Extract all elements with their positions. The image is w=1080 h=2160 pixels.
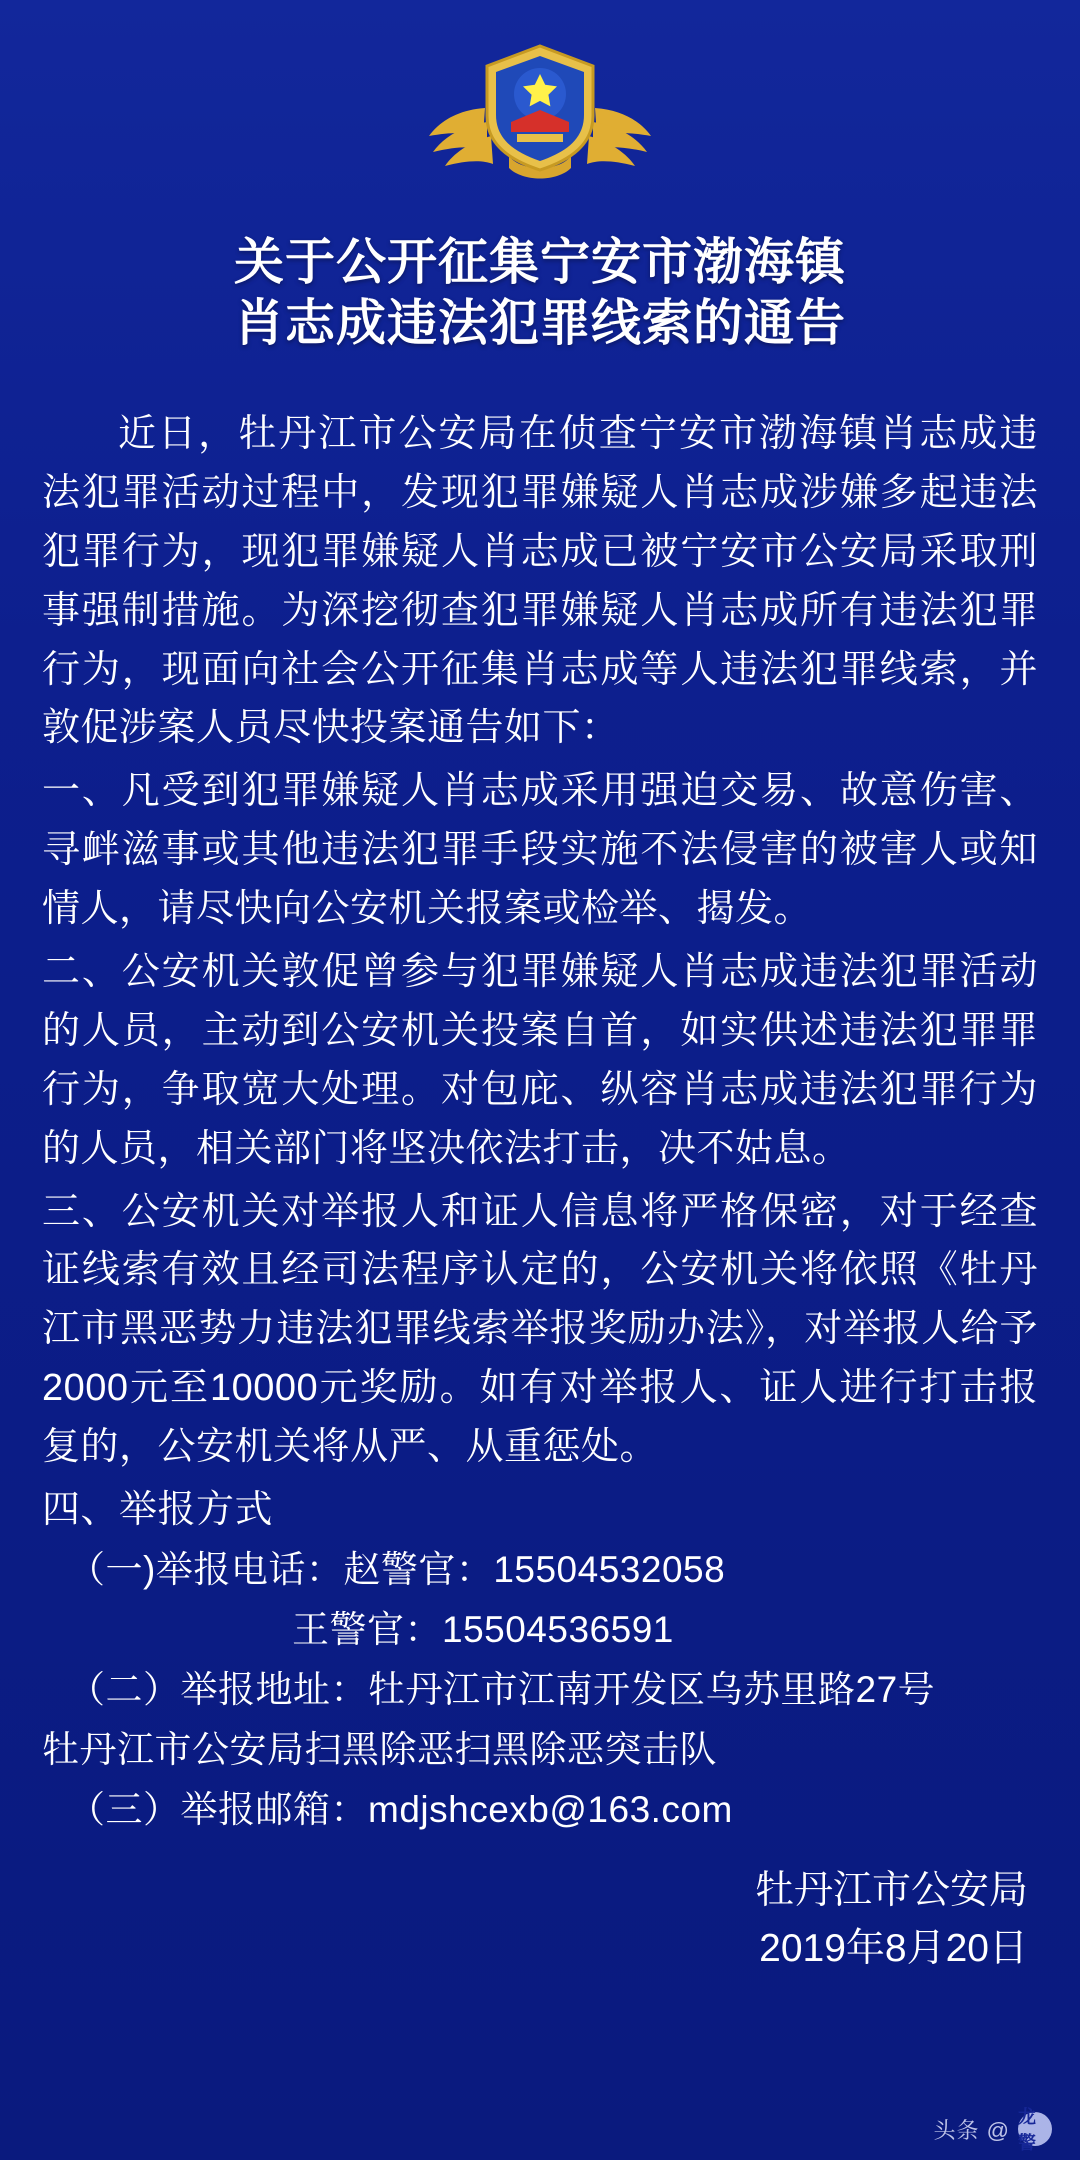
paragraph-one: 一、凡受到犯罪嫌疑人肖志成采用强迫交易、故意伤害、寻衅滋事或其他违法犯罪手段实施不法侵害的被害人或知情人，请尽快向公安机关报案或检举、揭发。 <box>42 770 1038 931</box>
china-police-badge-icon <box>425 36 655 186</box>
watermark-text: 头条 @ <box>933 2117 1010 2143</box>
report-email-label: （三）举报邮箱： <box>68 1788 368 1830</box>
signature-block <box>42 1862 1038 1979</box>
report-email-line <box>42 1780 1038 1840</box>
report-phone-number-1[interactable]: 15504532058 <box>493 1548 726 1590</box>
signature-date: 2019年8月20日 <box>759 1927 1028 1971</box>
report-address-line: （二）举报地址：牡丹江市江南开发区乌苏里路27号 <box>68 1668 936 1710</box>
notice-body <box>42 405 1038 1840</box>
report-phone-line-2 <box>42 1600 1038 1660</box>
paragraph-three: 三、公安机关对举报人和证人信息将严格保密，对于经查证线索有效且经司法程序认定的，公安机关将依照《牡丹江市黑恶势力违法犯罪线索举报奖励办法》，对举报人给予2000元至10000元奖励。如有对举报人、证人进行打击报复的，公安机关将从严、从重惩处。 <box>42 1190 1038 1469</box>
title-line-1: 关于公开征集宁安市渤海镇 <box>234 233 846 290</box>
page-title <box>42 226 1038 372</box>
report-phone-line <box>42 1540 1038 1600</box>
paragraph-intro: 近日，牡丹江市公安局在侦查宁安市渤海镇肖志成违法犯罪活动过程中，发现犯罪嫌疑人肖志成涉嫌多起违法犯罪行为，现犯罪嫌疑人肖志成已被宁安市公安局采取刑事强制措施。为深挖彻查犯罪嫌疑人肖志成所有违法犯罪行为，现面向社会公开征集肖志成等人违法犯罪线索，并敦促涉案人员尽快投案通告如下： <box>42 413 1038 750</box>
watermark-badge-icon: 龙警 <box>1018 2112 1052 2146</box>
signature-org: 牡丹江市公安局 <box>754 1868 1028 1912</box>
report-address-line-2: 牡丹江市公安局扫黑除恶扫黑除恶突击队 <box>42 1728 717 1770</box>
section-four-title: 四、举报方式 <box>42 1489 274 1532</box>
report-phone-label-2: 王警官： <box>292 1608 442 1650</box>
watermark <box>933 2107 1052 2153</box>
paragraph-two: 二、公安机关敦促曾参与犯罪嫌疑人肖志成违法犯罪活动的人员，主动到公安机关投案自首，如实供述违法犯罪罪行为，争取宽大处理。对包庇、纵容肖志成违法犯罪行为的人员，相关部门将坚决依法打击，决不姑息。 <box>42 951 1038 1170</box>
report-phone-label: （一)举报电话：赵警官： <box>68 1548 494 1590</box>
title-line-2: 肖志成违法犯罪线索的通告 <box>234 294 846 351</box>
report-email-address[interactable]: mdjshcexb@163.com <box>368 1788 733 1830</box>
report-phone-number-2[interactable]: 15504536591 <box>442 1608 674 1650</box>
emblem-container <box>42 0 1038 192</box>
